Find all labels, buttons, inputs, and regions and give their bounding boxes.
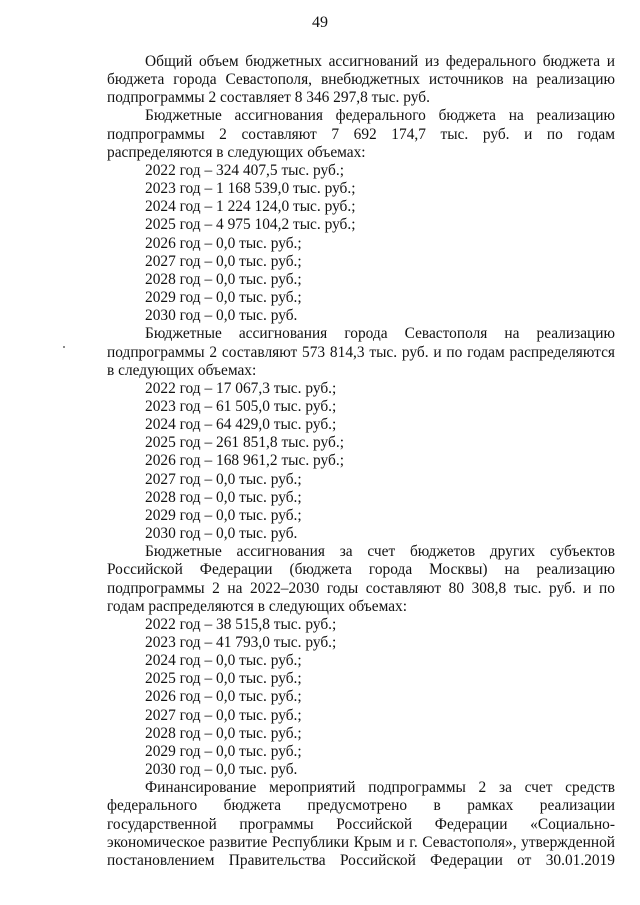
budget-year-item: 2022 год – 324 407,5 тыс. руб.; — [145, 161, 344, 179]
budget-year-item: 2030 год – 0,0 тыс. руб. — [145, 525, 298, 543]
budget-year-item: 2029 год – 0,0 тыс. руб.; — [145, 506, 302, 524]
budget-year-item: 2022 год – 17 067,3 тыс. руб.; — [145, 379, 337, 397]
budget-year-item: 2028 год – 0,0 тыс. руб.; — [145, 270, 302, 288]
budget-year-item: 2027 год – 0,0 тыс. руб.; — [145, 706, 302, 724]
budget-year-item: 2026 год – 0,0 тыс. руб.; — [145, 234, 302, 252]
document-body — [107, 53, 615, 870]
budget-year-item: 2030 год – 0,0 тыс. руб. — [145, 307, 298, 325]
budget-year-item: 2023 год – 41 793,0 тыс. руб.; — [145, 634, 337, 651]
budget-year-item: 2025 год – 261 851,8 тыс. руб.; — [145, 434, 344, 452]
budget-year-item: 2028 год – 0,0 тыс. руб.; — [145, 724, 302, 742]
paragraph-federal-budget: Бюджетные ассигнования федерального бюджета на реализацию подпрограммы 2 составляют 7 692 174,7 тыс. руб. и по годам распределяются в следующих объемах: — [107, 107, 615, 161]
budget-year-item: 2024 год – 1 224 124,0 тыс. руб.; — [145, 198, 356, 216]
margin-dot — [63, 346, 65, 348]
budget-year-item: 2030 год – 0,0 тыс. руб. — [145, 761, 298, 779]
paragraph-moscow-budget: Бюджетные ассигнования за счет бюджетов других субъектов Российской Федерации (бюджета города Москвы) на реализацию подпрограммы 2 на 2022–2030 годы составляют 80 308,8 тыс. руб. и по годам распределяются в следующих объемах: — [107, 543, 615, 615]
budget-year-item: 2029 год – 0,0 тыс. руб.; — [145, 289, 302, 307]
paragraph-financing: Финансирование мероприятий подпрограммы 2 за счет средств федерального бюджета предусмотрено в рамках реализации государственной программы Российской Федерации «Социально-экономическое развитие Республики Крым и г. Севастополя», утвержденной постановлением Правительства Российской Федерации от 30.01.2019 — [107, 779, 615, 869]
budget-year-item: 2029 год – 0,0 тыс. руб.; — [145, 742, 302, 760]
budget-year-item: 2023 год – 1 168 539,0 тыс. руб.; — [145, 180, 356, 198]
budget-year-item: 2027 год – 0,0 тыс. руб.; — [145, 470, 302, 488]
budget-year-item: 2024 год – 0,0 тыс. руб.; — [145, 652, 302, 670]
budget-year-item: 2024 год – 64 429,0 тыс. руб.; — [145, 416, 337, 434]
budget-year-item: 2023 год – 61 505,0 тыс. руб.; — [145, 397, 337, 415]
budget-year-item: 2026 год – 168 961,2 тыс. руб.; — [145, 452, 344, 470]
budget-year-item: 2028 год – 0,0 тыс. руб.; — [145, 488, 302, 506]
budget-year-item: 2025 год – 4 975 104,2 тыс. руб.; — [145, 216, 356, 234]
federal-budget-by-year-list — [107, 162, 615, 325]
page-number: 49 — [312, 14, 328, 31]
budget-year-item: 2025 год – 0,0 тыс. руб.; — [145, 670, 302, 688]
budget-year-item: 2022 год – 38 515,8 тыс. руб.; — [145, 615, 337, 633]
budget-year-item: 2026 год – 0,0 тыс. руб.; — [145, 688, 302, 706]
paragraph-city-budget: Бюджетные ассигнования города Севастополя на реализацию подпрограммы 2 составляют 573 814,3 тыс. руб. и по годам распределяются в следующих объемах: — [107, 325, 615, 379]
paragraph-total-budget: Общий объем бюджетных ассигнований из федерального бюджета и бюджета города Севастополя, внебюджетных источников на реализацию подпрограммы 2 составляет 8 346 297,8 тыс. руб. — [107, 53, 615, 107]
budget-year-item: 2027 год – 0,0 тыс. руб.; — [145, 252, 302, 270]
city-budget-by-year-list — [107, 380, 615, 543]
moscow-budget-by-year-list — [107, 616, 615, 779]
